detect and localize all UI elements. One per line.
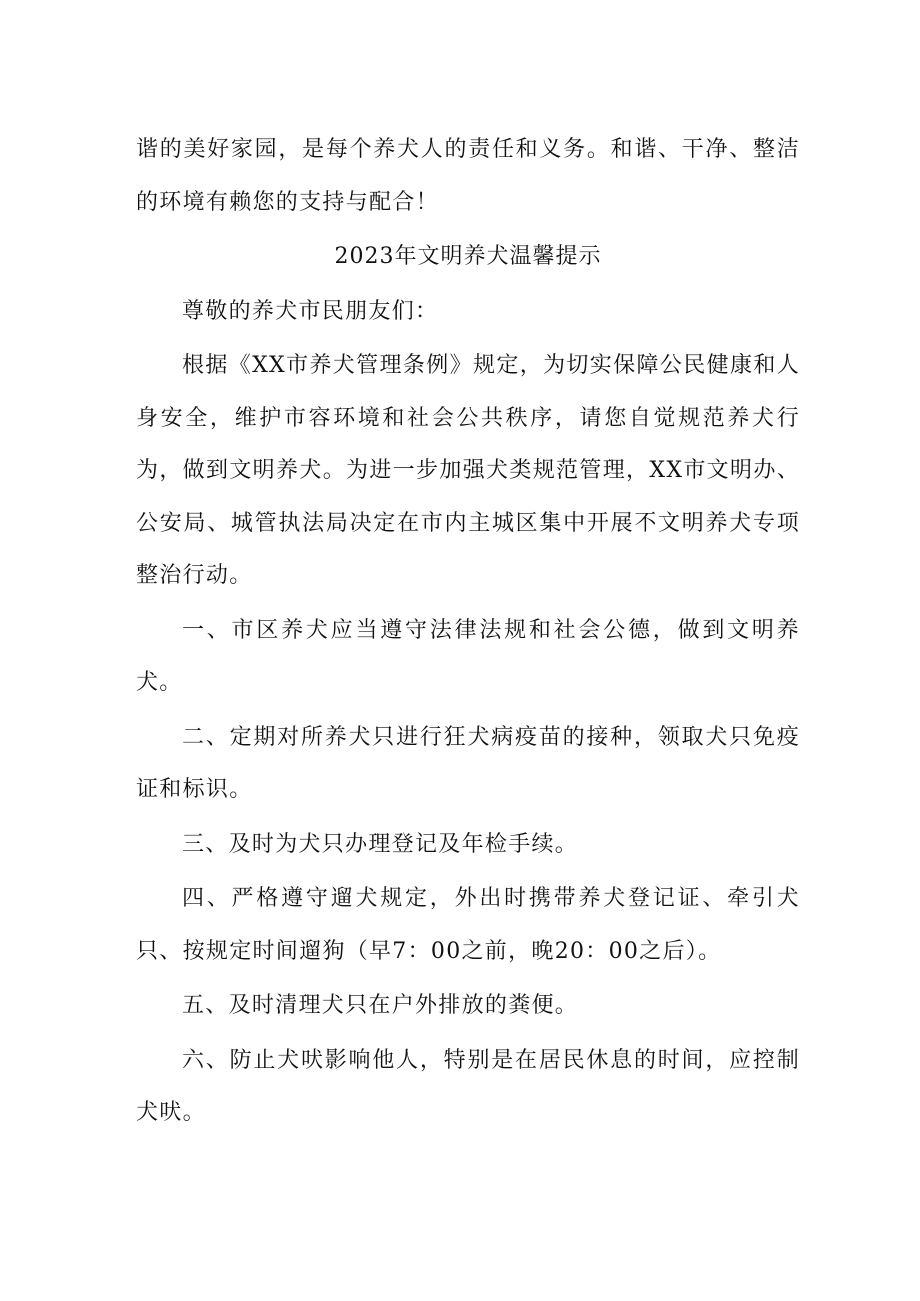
list-item-2: 二、定期对所养犬只进行狂犬病疫苗的接种，领取犬只免疫证和标识。 xyxy=(136,724,800,802)
document-title: 2023年文明养犬温馨提示 xyxy=(334,244,602,269)
list-item-3: 三、及时为犬只办理登记及年检手续。 xyxy=(182,831,579,857)
salutation: 尊敬的养犬市民朋友们： xyxy=(182,298,439,324)
list-item-1: 一、市区养犬应当遵守法律法规和社会公德，做到文明养犬。 xyxy=(136,617,800,695)
list-item-4: 四、严格遵守遛犬规定，外出时携带养犬登记证、牵引犬只、按规定时间遛狗（早7：00之前，晚20：00之后）。 xyxy=(136,886,800,964)
continuation-paragraph: 谐的美好家园，是每个养犬人的责任和义务。和谐、干净、整洁的环境有赖您的支持与配合！ xyxy=(136,137,800,215)
list-item-6: 六、防止犬吠影响他人，特别是在居民休息的时间，应控制犬吠。 xyxy=(136,1047,800,1125)
document-body xyxy=(136,124,800,1140)
list-item-5: 五、及时清理犬只在户外排放的粪便。 xyxy=(182,993,579,1018)
intro-paragraph: 根据《XX市养犬管理条例》规定，为切实保障公民健康和人身安全，维护市容环境和社会公共秩序，请您自觉规范养犬行为，做到文明养犬。为进一步加强犬类规范管理，XX市文明办、公安局、城管执法局决定在市内主城区集中开展不文明养犬专项整治行动。 xyxy=(136,353,800,588)
